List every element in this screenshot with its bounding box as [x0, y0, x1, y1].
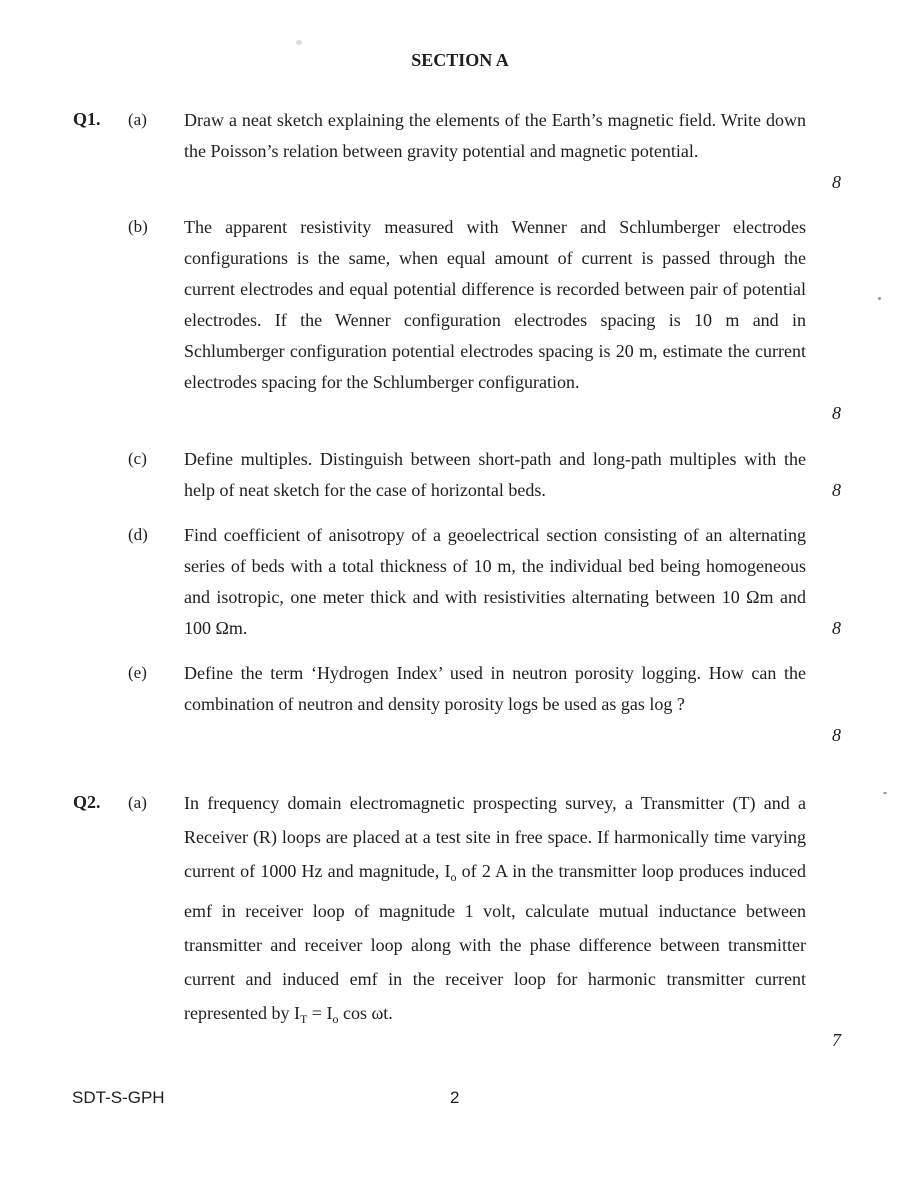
part-label: (c)	[128, 449, 147, 468]
paper-code: SDT-S-GPH	[72, 1088, 165, 1107]
part-label: (b)	[128, 217, 148, 236]
marks: 8	[832, 725, 841, 745]
part-label: (a)	[128, 110, 147, 129]
part-text: Find coefficient of anisotropy of a geoelectrical section consisting of an alternating series of beds with a total thickness of 10 m, the individual bed being homogeneous and isotropic, one meter thick and with resistivities alternating between 10 Ωm and 100 Ωm.	[184, 525, 806, 638]
part-label: (d)	[128, 525, 148, 544]
symbol-letter: I	[444, 861, 451, 881]
part-text: Draw a neat sketch explaining the elements of the Earth’s magnetic field. Write down the Poisson’s relation between gravity potential and magnetic potential.	[184, 110, 806, 161]
marks: 8	[832, 618, 841, 638]
part-label: (a)	[128, 793, 147, 812]
part-text	[184, 786, 806, 1036]
section-title: SECTION A	[411, 50, 509, 70]
scan-speck	[883, 792, 887, 794]
text-segment: In frequency domain electromagnetic prospecting survey, a Transmitter (T) and a Receiver (R) loops are placed at a test site in free space. If harmonically time varying current of 1000 Hz and magnitude,	[184, 793, 806, 881]
marks: 8	[832, 403, 841, 423]
formula-text: = I	[307, 1003, 333, 1023]
symbol-letter: I	[293, 1003, 300, 1023]
scan-speck	[878, 297, 881, 300]
marks: 8	[832, 172, 841, 192]
part-label: (e)	[128, 663, 147, 682]
formula	[293, 1003, 393, 1026]
part-text: Define multiples. Distinguish between short-path and long-path multiples with the help of neat sketch for the case of horizontal beds.	[184, 449, 806, 500]
symbol-subscript: o	[450, 870, 457, 884]
question-number: Q2.	[73, 792, 101, 812]
marks: 8	[832, 480, 841, 500]
formula-text: cos ωt.	[338, 1003, 393, 1023]
question-number: Q1.	[73, 109, 101, 129]
current-symbol	[444, 861, 457, 884]
part-text: The apparent resistivity measured with Wenner and Schlumberger electrodes configurations is the same, when equal amount of current is passed through the current electrodes and equal potential difference is recorded between pair of potential electrodes. If the Wenner configuration electrodes spacing is 10 m and in Schlumberger configuration potential electrodes spacing is 20 m, estimate the current electrodes spacing for the Schlumberger configuration.	[184, 217, 806, 392]
symbol-subscript: T	[299, 1012, 308, 1026]
part-text: Define the term ‘Hydrogen Index’ used in neutron porosity logging. How can the combination of neutron and density porosity logs be used as gas log ?	[184, 663, 806, 714]
symbol-subscript: o	[332, 1012, 339, 1026]
page-number: 2	[450, 1088, 460, 1107]
scan-speck	[296, 40, 302, 45]
text-segment: of 2 A in the transmitter loop produces induced emf in receiver loop of magnitude 1 volt, calculate mutual inductance between transmitter and receiver loop along with the phase difference between transmitter current and induced emf in the receiver loop for harmonic transmitter current represented by	[184, 861, 807, 1023]
marks: 7	[832, 1030, 841, 1050]
